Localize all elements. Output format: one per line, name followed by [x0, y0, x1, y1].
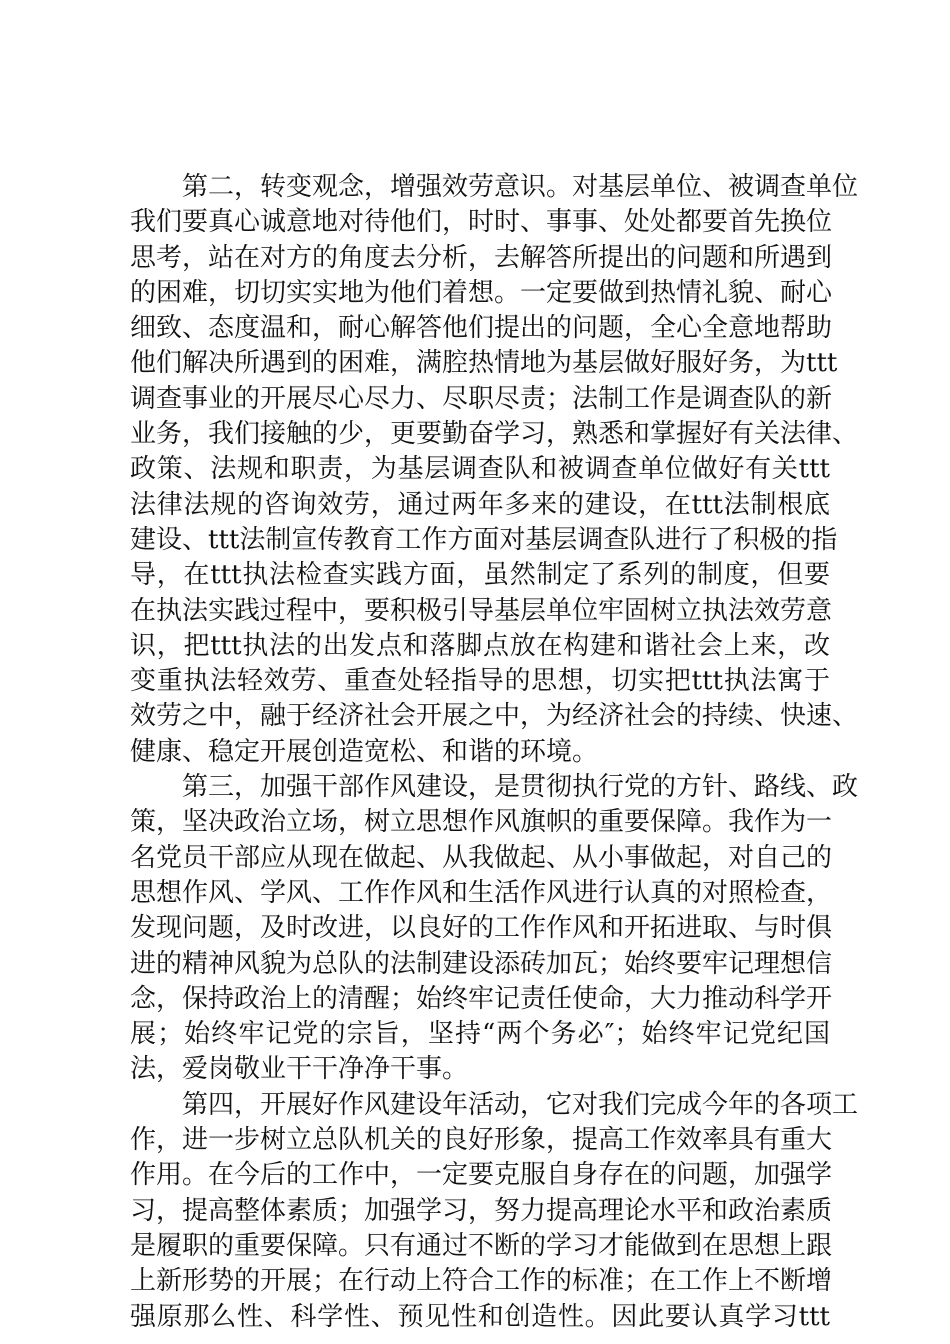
text-line: 强原那么性、科学性、预见性和创造性。因此要认真学习ttt	[130, 1301, 830, 1332]
document-body	[130, 170, 859, 1335]
text-line: 他们解决所遇到的困难，满腔热情地为基层做好服好务，为ttt	[130, 348, 838, 379]
text-line: 是履职的重要保障。只有通过不断的学习才能做到在思想上跟	[130, 1230, 833, 1261]
text-line: 进的精神风貌为总队的法制建设添砖加瓦；始终要牢记理想信	[130, 948, 833, 979]
text-line: 导，在ttt执法检查实践方面，虽然制定了系列的制度，但要	[130, 560, 830, 591]
paragraph-4	[130, 1088, 859, 1335]
text-line: 展；始终牢记党的宗旨，坚持“两个务必″；始终牢记党纪国	[130, 1019, 830, 1050]
text-line: 策，坚决政治立场，树立思想作风旗帜的重要保障。我作为一	[130, 807, 833, 838]
text-line: 法，爱岗敬业干干净净干事。	[130, 1054, 469, 1085]
text-line: 政策、法规和职责，为基层调查队和被调查单位做好有关ttt	[130, 454, 830, 485]
text-line: 效劳之中，融于经济社会开展之中，为经济社会的持续、快速、	[130, 701, 859, 732]
text-line: 思考，站在对方的角度去分析，去解答所提出的问题和所遇到	[130, 242, 833, 273]
text-line: 细致、态度温和，耐心解答他们提出的问题，全心全意地帮助	[130, 313, 833, 344]
text-line: 健康、稳定开展创造宽松、和谐的环境。	[130, 736, 599, 767]
paragraph-2	[130, 170, 859, 770]
text-line: 的困难，切切实实地为他们着想。一定要做到热情礼貌、耐心	[130, 277, 833, 308]
text-line: 建设、ttt法制宣传教育工作方面对基层调查队进行了积极的指	[130, 524, 838, 555]
text-line: 第二，转变观念，增强效劳意识。对基层单位、被调查单位	[182, 172, 859, 202]
text-line: 作用。在今后的工作中，一定要克服自身存在的问题，加强学	[130, 1160, 833, 1191]
text-line: 名党员干部应从现在做起、从我做起、从小事做起，对自己的	[130, 842, 833, 873]
text-line: 我们要真心诚意地对待他们，时时、事事、处处都要首先换位	[130, 207, 833, 238]
text-line: 念，保持政治上的清醒；始终牢记责任使命，大力推动科学开	[130, 983, 833, 1014]
paragraph-3	[130, 770, 859, 1088]
text-line: 识，把ttt执法的出发点和落脚点放在构建和谐社会上来，改	[130, 630, 830, 661]
text-line: 变重执法轻效劳、重查处轻指导的思想，切实把ttt执法寓于	[130, 666, 830, 697]
text-line: 发现问题，及时改进，以良好的工作作风和开拓进取、与时俱	[130, 913, 833, 944]
text-line: 第三，加强干部作风建设，是贯彻执行党的方针、路线、政	[182, 772, 859, 803]
text-line: 业务，我们接触的少，更要勤奋学习，熟悉和掌握好有关法律、	[130, 419, 859, 450]
text-line: 思想作风、学风、工作作风和生活作风进行认真的对照检查，	[130, 877, 833, 908]
text-line: 作，进一步树立总队机关的良好形象，提高工作效率具有重大	[130, 1125, 833, 1156]
text-line: 法律法规的咨询效劳，通过两年多来的建设，在ttt法制根底	[130, 489, 830, 520]
text-line: 上新形势的开展；在行动上符合工作的标准；在工作上不断增	[130, 1266, 833, 1297]
text-line: 习，提高整体素质；加强学习，努力提高理论水平和政治素质	[130, 1195, 833, 1226]
text-line: 调查事业的开展尽心尽力、尽职尽责；法制工作是调查队的新	[130, 383, 833, 414]
text-line: 第四，开展好作风建设年活动，它对我们完成今年的各项工	[182, 1089, 859, 1120]
text-line: 在执法实践过程中，要积极引导基层单位牢固树立执法效劳意	[130, 595, 833, 626]
